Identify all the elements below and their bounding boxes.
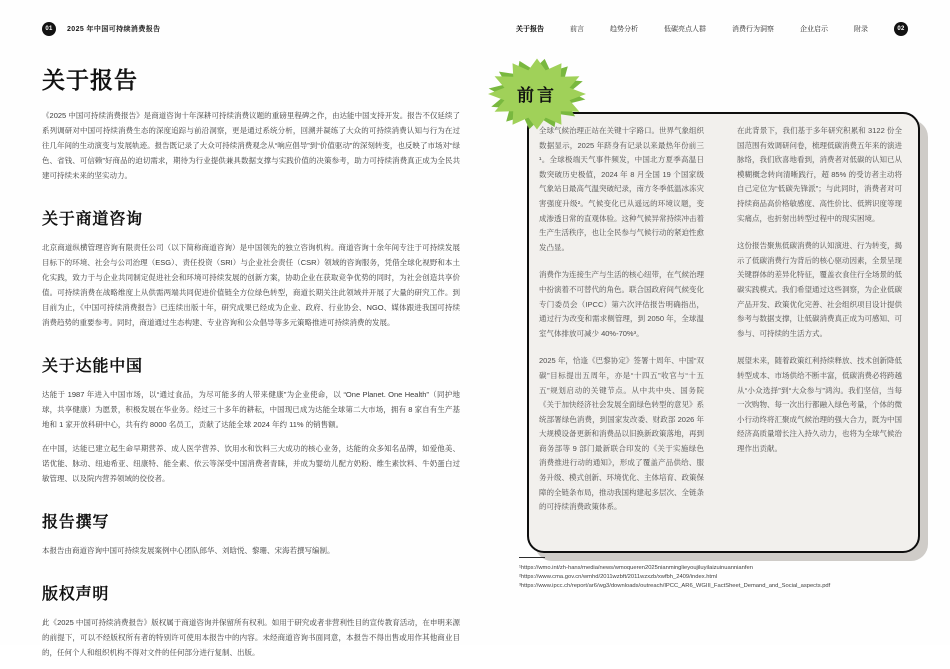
- authors-paragraph: 本报告由商道咨询中国可持续发展案例中心团队郎华、刘晗悦、黎珊、宋海若撰写编制。: [42, 546, 335, 555]
- section-heading-about-report: 关于报告: [42, 67, 138, 93]
- section-heading-copyright: 版权声明: [42, 586, 110, 603]
- nav-item-appendix[interactable]: 附录: [854, 26, 868, 33]
- preface-box: [527, 112, 920, 553]
- preface-paragraph: 展望未来，随着政策红利持续释放、技术创新降低转型成本、市场供给不断丰富，低碳消费必将跨越从“小众选择”到“大众参与”鸿沟。我们坚信，当每一次购物、每一次出行都融入绿色考量，个体的微小行动终将汇聚成气候治理的强大合力，既为中国经济高质量增长注入持久动力，也将为全球气候治理作出贡献。: [737, 356, 902, 453]
- section-heading-about-danone: 关于达能中国: [42, 358, 143, 375]
- nav-item-about-report[interactable]: 关于报告: [516, 26, 544, 33]
- preface-column-right: [737, 124, 902, 528]
- copyright-paragraph: 此《2025 中国可持续消费报告》版权属于商道咨询并保留所有权利。如用于研究或者非营利性目的宣传教育活动，在申明来源的前提下，可以不经版权所有者的特别许可使用本报告中的内容。未经商道咨询书面同意，本报告不得出售或用作其他商业目的，任何个人和组织机构不得对文件的任何部分进行复制、出版。: [42, 618, 460, 657]
- footnote-divider: [519, 557, 545, 558]
- footnotes: [519, 564, 919, 592]
- preface-badge-label: 前言: [517, 85, 557, 105]
- preface-paragraph: 2025 年，恰逢《巴黎协定》签署十周年、中国“双碳”目标提出五周年，亦是“十四五”收官与“十五五”规划启动的关键节点。从中共中央、国务院《关于加快经济社会发展全面绿色转型的意见》系统部署绿色消费，到国家发改委、财政部 2026 年大规模设备更新和消费品以旧换新政策落地，再到商务部等 9 部门最新联合印发的《关于实施绿色消费推进行动的通知》，形成了覆盖产品供给、服务升级、模式创新、环境优化、主体培育、政策保障的全链条布局，推动我国构建起多层次、全链条的可持续消费政策体系。: [539, 356, 704, 512]
- page-number-badge-left: 01: [42, 22, 56, 36]
- footnote-2: ²https://www.cma.gov.cn/wmhd/2011wzbft/2011wzxzb/xwfbh_2409/index.html: [519, 574, 718, 581]
- left-page-body: [42, 62, 460, 669]
- nav-item-low-carbon-groups[interactable]: 低碳亮点人群: [664, 26, 706, 33]
- section-nav: [516, 22, 908, 36]
- section-heading-about-syntao: 关于商道咨询: [42, 211, 143, 228]
- about-danone-paragraph-1: 达能于 1987 年进入中国市场，以“通过食品，为尽可能多的人带来健康”为企业使命，以 “One Planet. One Health”（同护地球，共享健康）为愿景，积极发展在华业务。经过三十多年的耕耘，中国现已成为达能全球第二大市场，拥有 8 家自有生产基地和 1 家开放科研中心，共有约 8000 名员工，贡献了达能全球 2024 年约 11% 的销售额。: [42, 390, 460, 429]
- footnote-1: ¹https://wmo.int/zh-hans/media/news/wmoqueren2025nianminglieyoujiluyilaizuinuannianfen: [519, 565, 753, 571]
- preface-column-left: [539, 124, 704, 528]
- preface-paragraph: 这份报告聚焦低碳消费的认知演进、行为转变，揭示了低碳消费行为背后的核心驱动因素，全景呈现关键群体的差异化特征，覆盖衣食住行全场景的低碳实践模式。我们希望通过这些洞察，为企业低碳产品开发、政策优化完善、社会组织项目设计提供参考与数据支撑，让低碳消费真正成为可感知、可参与、可持续的生活方式。: [737, 241, 902, 338]
- footnote-3: ³https://www.ipcc.ch/report/ar6/wg3/downloads/outreach/IPCC_AR6_WGIII_FactSheet_Demand_and_Social_aspects.pdf: [519, 583, 831, 590]
- nav-item-trend-analysis[interactable]: 趋势分析: [610, 26, 638, 33]
- nav-item-consumer-behavior[interactable]: 消费行为洞察: [732, 26, 774, 33]
- preface-starburst-badge: [486, 57, 588, 131]
- preface-paragraph: 在此背景下，我们基于多年研究积累和 3122 份全国范围有效调研问卷，梳理低碳消费五年来的演进脉络，我们欣喜地看到，消费者对低碳的认知已从模糊概念转向清晰践行，超 85% 的受访者主动将自己定位为“低碳先锋派”；与此同时，消费者对可持续商品高价格敏感度、高性价比、低辨识度等现实痛点，也折射出转型过程中的现实困境。: [737, 126, 902, 223]
- about-syntao-paragraph: 北京商道纵横管理咨询有限责任公司（以下简称商道咨询）是中国领先的独立咨询机构。商道咨询十余年间专注于可持续发展目标下的环境、社会与公司治理（ESG）、责任投资（SRI）与企业社会责任（CSR）领域的咨询服务，凭借全球化视野和本土化实践，致力于与企业共同制定促进社会和环境可持续发展的创新方案，协助企业在获取竞争优势的同时，为社会创造共享价值。可持续消费在战略维度上从供需两端共同促进价值链全方位绿色转型，商道长期关注此领域并开展了大量的研究工作。到目前为止，《中国可持续消费报告》已连续出版十年，研究成果已经成为企业、政府、行业协会、NGO、媒体跟进我国可持续消费趋势的重要参考。同时，商道通过生态构建、专业咨询和公众倡导等多元策略推进可持续消费的发展。: [42, 243, 460, 327]
- preface-paragraph: 消费作为连接生产与生活的核心纽带，在气候治理中扮演着不可替代的角色。联合国政府间气候变化专门委员会（IPCC）第六次评估报告明确指出，通过行为改变和需求侧管理，到 2050 年，全球温室气体排放可减少 40%-70%³。: [539, 270, 704, 338]
- nav-item-enterprise-insights[interactable]: 企业启示: [800, 26, 828, 33]
- about-danone-paragraph-2: 在中国，达能已建立起生命早期营养、成人医学营养、饮用水和饮料三大成功的核心业务，达能的众多知名品牌，如爱他美、诺优能、脉动、纽迪希亚、纽康特、能全素、依云等深受中国消费者青睐，并成为婴幼儿配方奶粉、维生素饮料、牛奶蛋白过敏管理、以及院内营养领域的佼佼者。: [42, 444, 460, 483]
- left-page-header: [42, 22, 161, 36]
- section-heading-authors: 报告撰写: [42, 514, 110, 531]
- page-number-badge-right: 02: [894, 22, 908, 36]
- document-title: 2025 年中国可持续消费报告: [67, 26, 161, 33]
- preface-paragraph: 全球气候治理正站在关键十字路口。世界气象组织数据显示，2025 年跻身有记录以来最热年份前三¹。全球极端天气事件频发，中国北方夏季高温日数突破历史极值，2024 年 8 月全国 19 个国家级气象站日最高气温突破纪录，南方冬季低温冰冻灾害强度升级²。气候变化已从遥远的环境议题，变成渗透日常的直观体验。这种气候异常持续冲击着生产生活秩序，也让全民参与气候行动的紧迫性愈发凸显。: [539, 126, 704, 252]
- nav-item-preface[interactable]: 前言: [570, 26, 584, 33]
- about-report-paragraph: 《2025 中国可持续消费报告》是商道咨询十年深耕可持续消费议题的重磅里程碑之作，由达能中国支持开发。报告不仅延续了系列调研对中国可持续消费生态的深度追踪与前沿洞察，更是通过系统分析，回溯并凝练了大众的可持续消费认知与行为在过往几年间的生动演变与发展轨迹。报告既记录了大众可持续消费观念从“响应倡导”到“价值驱动”的深刻转变，也反映了市场对“绿色、省钱、可信赖”好商品的迫切需求，期待为行业提供兼具数据支撑与实践价值的决策参考，助力可持续消费真正成为全民共建可持续未来的坚实动力。: [42, 111, 460, 180]
